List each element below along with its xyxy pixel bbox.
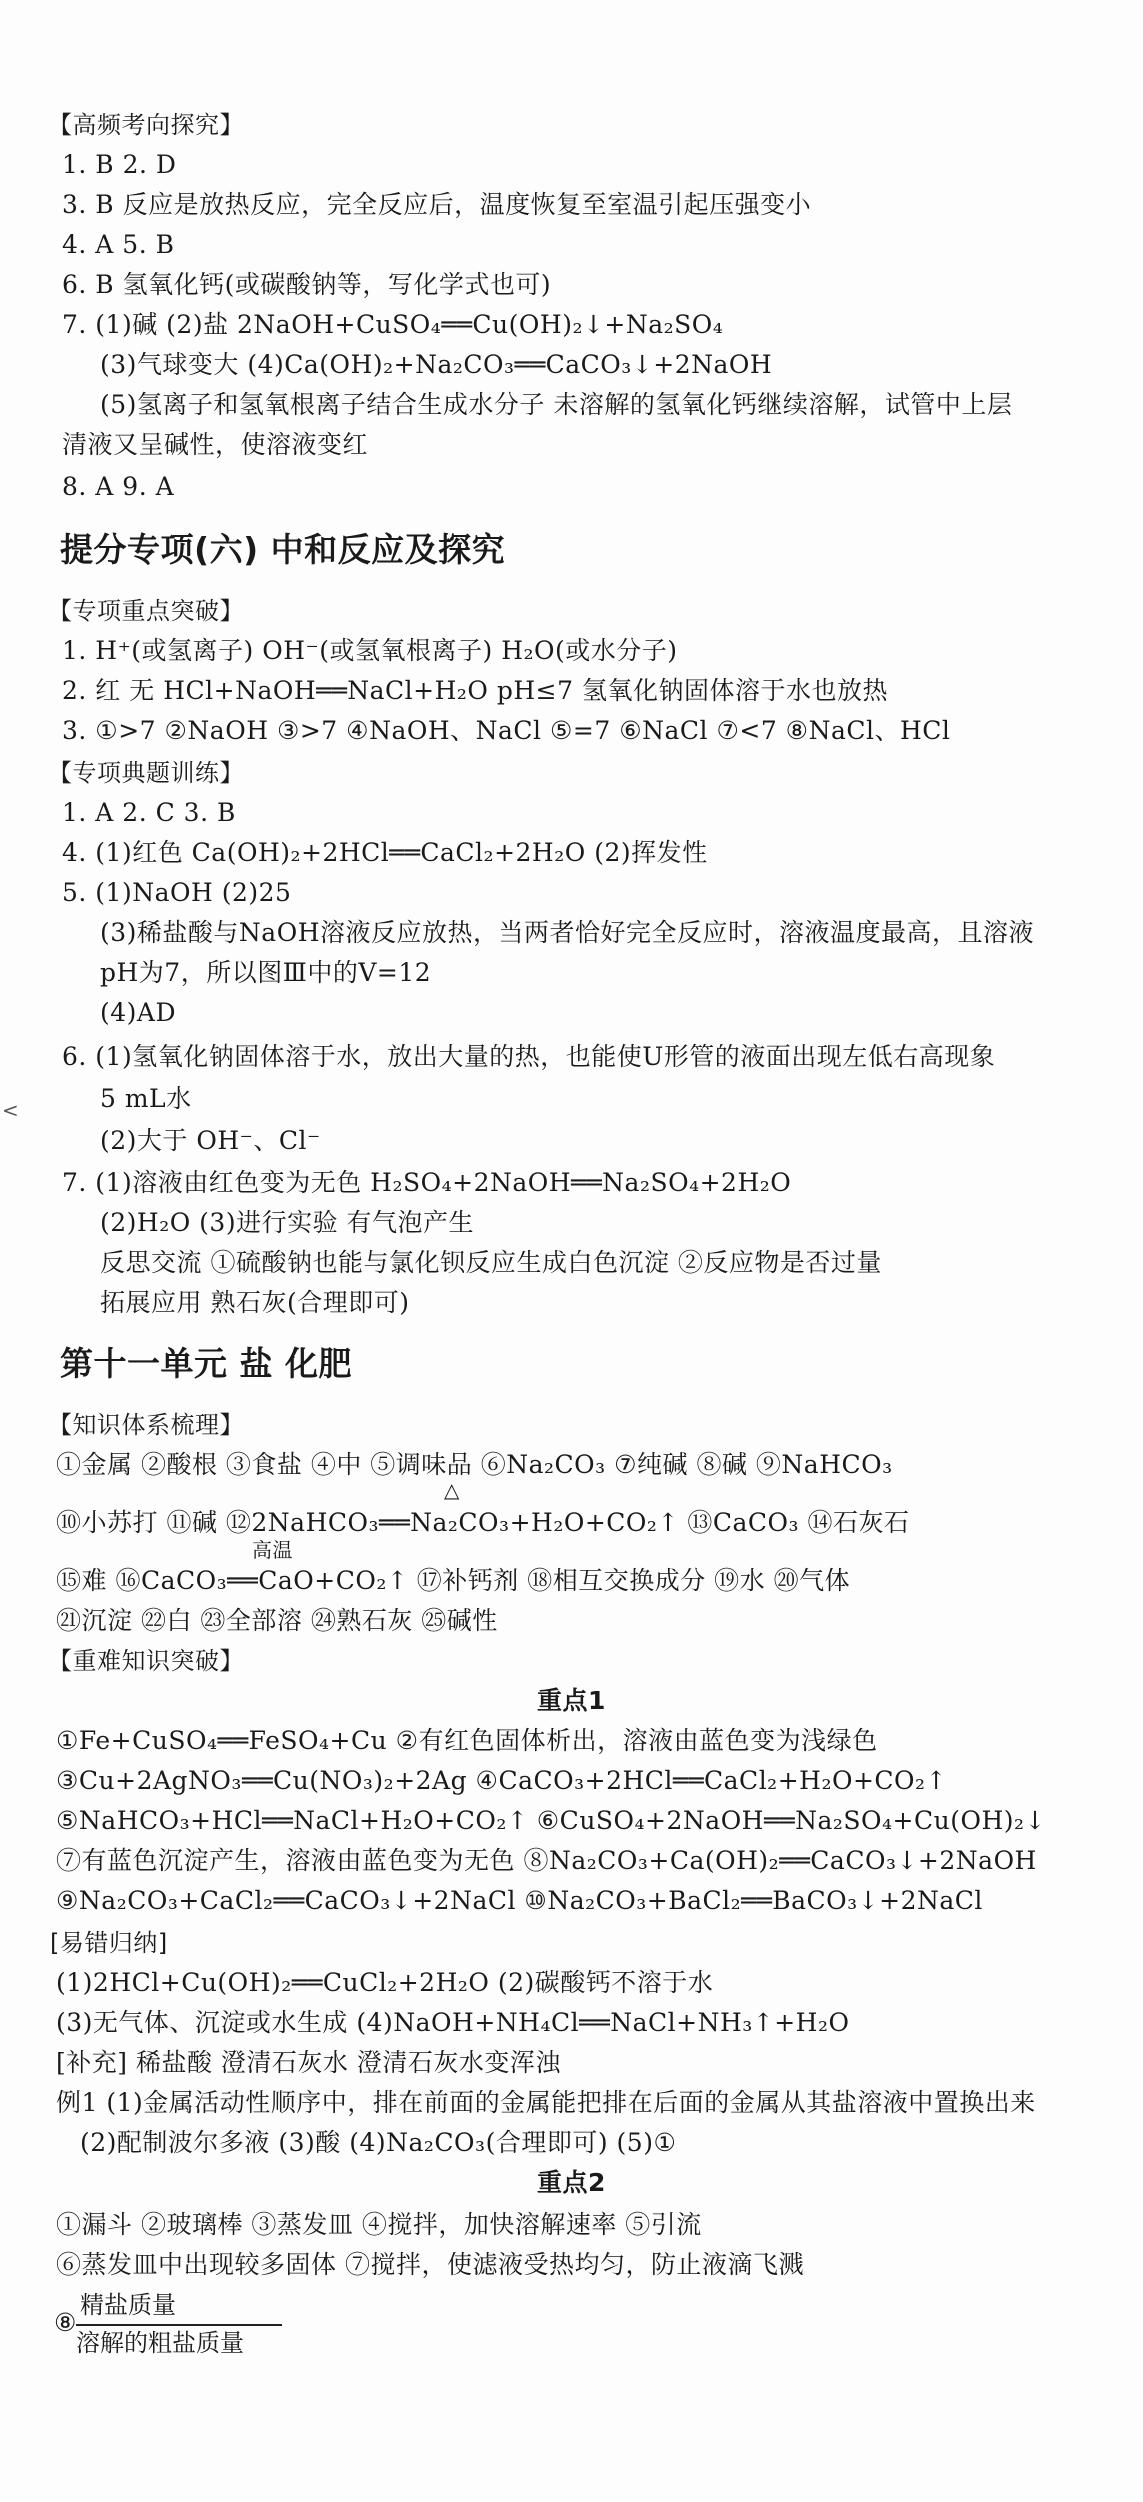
section-heading-high-frequency: 【高频考向探究】 xyxy=(48,111,244,139)
answer-line: ③Cu+2AgNO₃══Cu(NO₃)₂+2Ag ④CaCO₃+2HCl══CaCl₂+H₂O+CO₂↑ xyxy=(56,1766,948,1795)
answer-line: (2)配制波尔多液 (3)酸 (4)Na₂CO₃(合理即可) (5)① xyxy=(80,2128,677,2157)
answer-line: (5)氢离子和氢氧根离子结合生成水分子 未溶解的氢氧化钙继续溶解，试管中上层 xyxy=(100,390,1013,419)
fraction-numerator: 精盐质量 xyxy=(80,2291,176,2319)
answer-line: 1. B 2. D xyxy=(62,150,177,179)
section-heading-key-difficulties: 【重难知识突破】 xyxy=(48,1647,244,1675)
answer-line: 6. (1)氢氧化钠固体溶于水，放出大量的热，也能使U形管的液面出现左低右高现象 xyxy=(62,1042,996,1071)
reaction-condition-high-temp: 高温 xyxy=(252,1538,293,1562)
section-heading-common-mistakes: [易错归纳] xyxy=(50,1929,168,1957)
answer-line: (3)稀盐酸与NaOH溶液反应放热，当两者恰好完全反应时，溶液温度最高，且溶液 xyxy=(100,918,1034,947)
subheading-key-point-2: 重点2 xyxy=(537,2168,606,2197)
answer-line: (2)H₂O (3)进行实验 有气泡产生 xyxy=(100,1208,475,1237)
answer-line: ㉑沉淀 ㉒白 ㉓全部溶 ㉔熟石灰 ㉕碱性 xyxy=(56,1606,498,1635)
answer-line: 6. B 氢氧化钙(或碳酸钠等，写化学式也可) xyxy=(62,270,552,299)
fraction-bar xyxy=(76,2324,282,2326)
answer-line: (2)大于 OH⁻、Cl⁻ xyxy=(100,1126,321,1155)
answer-line: (3)气球变大 (4)Ca(OH)₂+Na₂CO₃══CaCO₃↓+2NaOH xyxy=(100,350,773,379)
answer-line: 5. (1)NaOH (2)25 xyxy=(62,878,292,907)
answer-line: 1. A 2. C 3. B xyxy=(62,798,236,827)
answer-line: 2. 红 无 HCl+NaOH══NaCl+H₂O pH≤7 氢氧化钠固体溶于水也放热 xyxy=(62,676,888,705)
answer-line: ①金属 ②酸根 ③食盐 ④中 ⑤调味品 ⑥Na₂CO₃ ⑦纯碱 ⑧碱 ⑨NaHCO₃ xyxy=(56,1450,893,1479)
answer-line: 4. A 5. B xyxy=(62,230,175,259)
answer-line: (1)2HCl+Cu(OH)₂══CuCl₂+2H₂O (2)碳酸钙不溶于水 xyxy=(56,1968,714,1997)
answer-line: 7. (1)碱 (2)盐 2NaOH+CuSO₄══Cu(OH)₂↓+Na₂SO₄ xyxy=(62,310,724,339)
answer-line: 反思交流 ①硫酸钠也能与氯化钡反应生成白色沉淀 ②反应物是否过量 xyxy=(100,1248,882,1277)
answer-line: 清液又呈碱性，使溶液变红 xyxy=(62,430,369,459)
answer-line: [补充] 稀盐酸 澄清石灰水 澄清石灰水变浑浊 xyxy=(56,2048,561,2077)
answer-line: ⑤NaHCO₃+HCl══NaCl+H₂O+CO₂↑ ⑥CuSO₄+2NaOH══Na₂SO₄+Cu(OH)₂↓ xyxy=(56,1806,1046,1835)
answer-line: ⑩小苏打 ⑪碱 ⑫2NaHCO₃══Na₂CO₃+H₂O+CO₂↑ ⑬CaCO₃ ⑭石灰石 xyxy=(56,1508,910,1537)
answer-line: 8. A 9. A xyxy=(62,472,175,501)
answer-line: 5 mL水 xyxy=(100,1084,192,1113)
subheading-key-point-1: 重点1 xyxy=(537,1686,606,1715)
answer-line: 1. H⁺(或氢离子) OH⁻(或氢氧根离子) H₂O(或水分子) xyxy=(62,636,678,665)
answer-line: 例1 (1)金属活动性顺序中，排在前面的金属能把排在后面的金属从其盐溶液中置换出来 xyxy=(56,2088,1036,2117)
answer-line: 3. ①>7 ②NaOH ③>7 ④NaOH、NaCl ⑤=7 ⑥NaCl ⑦<7 ⑧NaCl、HCl xyxy=(62,716,951,745)
answer-line: 拓展应用 熟石灰(合理即可) xyxy=(100,1288,410,1317)
chapter-title-unit-11: 第十一单元 盐 化肥 xyxy=(60,1344,352,1383)
section-heading-key-points: 【专项重点突破】 xyxy=(48,597,244,625)
section-heading-knowledge-system: 【知识体系梳理】 xyxy=(48,1411,244,1439)
answer-line: 4. (1)红色 Ca(OH)₂+2HCl══CaCl₂+2H₂O (2)挥发性 xyxy=(62,838,708,867)
answer-line: 7. (1)溶液由红色变为无色 H₂SO₄+2NaOH══Na₂SO₄+2H₂O xyxy=(62,1168,792,1197)
answer-line: ①Fe+CuSO₄══FeSO₄+Cu ②有红色固体析出，溶液由蓝色变为浅绿色 xyxy=(56,1726,878,1755)
fraction-index: ⑧ xyxy=(54,2308,77,2337)
answer-line: 3. B 反应是放热反应，完全反应后，温度恢复至室温引起压强变小 xyxy=(62,190,812,219)
answer-line: (3)无气体、沉淀或水生成 (4)NaOH+NH₄Cl══NaCl+NH₃↑+H₂O xyxy=(56,2008,850,2037)
fraction-denominator: 溶解的粗盐质量 xyxy=(76,2329,244,2357)
answer-line: ①漏斗 ②玻璃棒 ③蒸发皿 ④搅拌，加快溶解速率 ⑤引流 xyxy=(56,2210,702,2239)
answer-line: ⑮难 ⑯CaCO₃══CaO+CO₂↑ ⑰补钙剂 ⑱相互交换成分 ⑲水 ⑳气体 xyxy=(56,1566,851,1595)
section-heading-typical-problems: 【专项典题训练】 xyxy=(48,759,244,787)
reaction-condition-heat: △ xyxy=(444,1478,460,1502)
answer-line: ⑥蒸发皿中出现较多固体 ⑦搅拌，使滤液受热均匀，防止液滴飞溅 xyxy=(56,2250,804,2279)
answer-line: ⑦有蓝色沉淀产生，溶液由蓝色变为无色 ⑧Na₂CO₃+Ca(OH)₂══CaCO₃↓+2NaOH xyxy=(56,1846,1037,1875)
answer-line: ⑨Na₂CO₃+CaCl₂══CaCO₃↓+2NaCl ⑩Na₂CO₃+BaCl₂══BaCO₃↓+2NaCl xyxy=(56,1886,983,1915)
margin-mark: < xyxy=(2,1098,19,1122)
chapter-title-neutralization: 提分专项(六) 中和反应及探究 xyxy=(60,530,506,569)
answer-line: (4)AD xyxy=(100,998,177,1027)
answer-line: pH为7，所以图Ⅲ中的V=12 xyxy=(100,958,432,987)
